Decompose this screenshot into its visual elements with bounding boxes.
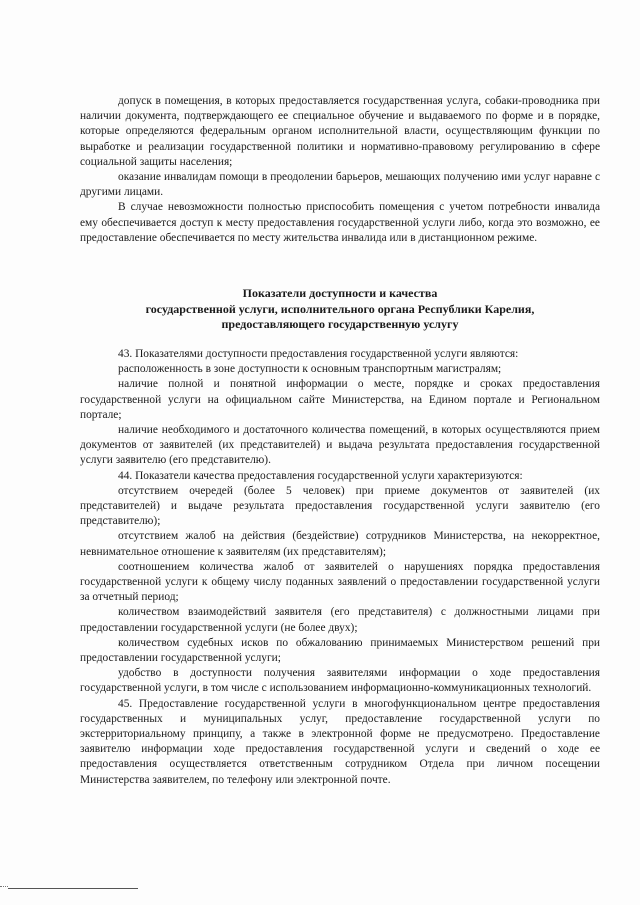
paragraph-information-access: удобство в доступности получения заявителями информации о ходе предоставления государственной услуги, в том числе с использованием информационно-коммуникационных технологий. (80, 667, 600, 695)
paragraph-premises: наличие необходимого и достаточного количества помещений, в которых осуществляются прием документов от заявителей (их представителей) и выдача результата предоставления государственной услуги заявителю (его представителю). (80, 424, 600, 467)
paragraph-43: 43. Показателями доступности предоставления государственной услуги являются: (118, 348, 519, 360)
paragraph-lawsuits: количеством судебных исков по обжалованию принимаемых Министерством решений при предоставлении государственной услуги; (80, 636, 600, 665)
paragraph-transport: расположенность в зоне доступности к основным транспортным магистралям; (118, 363, 502, 376)
heading-line-3: предоставляющего государственную услугу (221, 317, 459, 331)
paragraph-45: 45. Предоставление государственной услуги в многофункциональном центре предоставления государственных и муниципальных услуг, предоставление государственной услуги по экстерриториальному принципу, а также в электронной форме не предусмотрено. Предоставление заявителю информации ходе предоставления государственной услуги и сведений о ходе ее предоставления осуществляется ответственным сотрудником Отдела при личном посещении Министерства заявителем, по телефону или электронной почте. (80, 697, 600, 786)
paragraph-information: наличие полной и понятной информации о месте, порядке и сроках предоставления государственной услуги на официальном сайте Министерства, на Едином портале и Региональном портале; (80, 378, 600, 421)
indicators-block (80, 347, 600, 788)
section-heading (80, 286, 600, 333)
paragraph-complaint-ratio: соотношением количества жалоб от заявителей о нарушениях порядка предоставления государственной услуги к общему числу поданных заявлений о предоставлении государственной услуги за отчетный период; (80, 560, 600, 604)
paragraph-guide-dog: допуск в помещения, в которых предоставляется государственная услуга, собаки-проводника при наличии документа, подтверждающего ее специальное обучение и выдаваемого по форме и в порядке, которые определяются федеральным органом исполнительной власти, осуществляющим функции по выработке и реализации государственной политики и нормативно-правовому регулированию в сфере социальной защиты населения; (80, 95, 600, 168)
paragraph-44: 44. Показатели качества предоставления государственной услуги характеризуются: (118, 469, 523, 482)
footer-rule (8, 888, 138, 889)
heading-line-2: государственной услуги, исполнительного органа Республики Карелия, (145, 301, 535, 316)
heading-line-1: Показатели доступности и качества (242, 286, 438, 300)
paragraph-assistance: оказание инвалидам помощи в преодолении барьеров, мешающих получению ими услуг наравне с другими лицами. (80, 171, 600, 199)
paragraph-remote-service: В случае невозможности полностью приспособить помещения с учетом потребности инвалида ему обеспечивается доступ к месту предоставления государственной услуги либо, когда это возможно, ее предоставление обеспечивается по месту жительства инвалида или в дистанционном режиме. (80, 201, 600, 244)
paragraph-no-queues: отсутствием очередей (более 5 человек) при приеме документов от заявителей (их представителей) и выдаче результата предоставления государственной услуги заявителю (его представителю); (80, 484, 600, 528)
footer-dots (0, 886, 8, 890)
accessibility-requirements-block (80, 94, 600, 246)
paragraph-no-complaints: отсутствием жалоб на действия (бездействие) сотрудников Министерства, на некорректное, невнимательное отношение к заявителям (их представителям); (80, 530, 600, 558)
paragraph-interactions: количеством взаимодействий заявителя (его представителя) с должностными лицами при предоставлении государственной услуги (не более двух); (80, 606, 600, 634)
